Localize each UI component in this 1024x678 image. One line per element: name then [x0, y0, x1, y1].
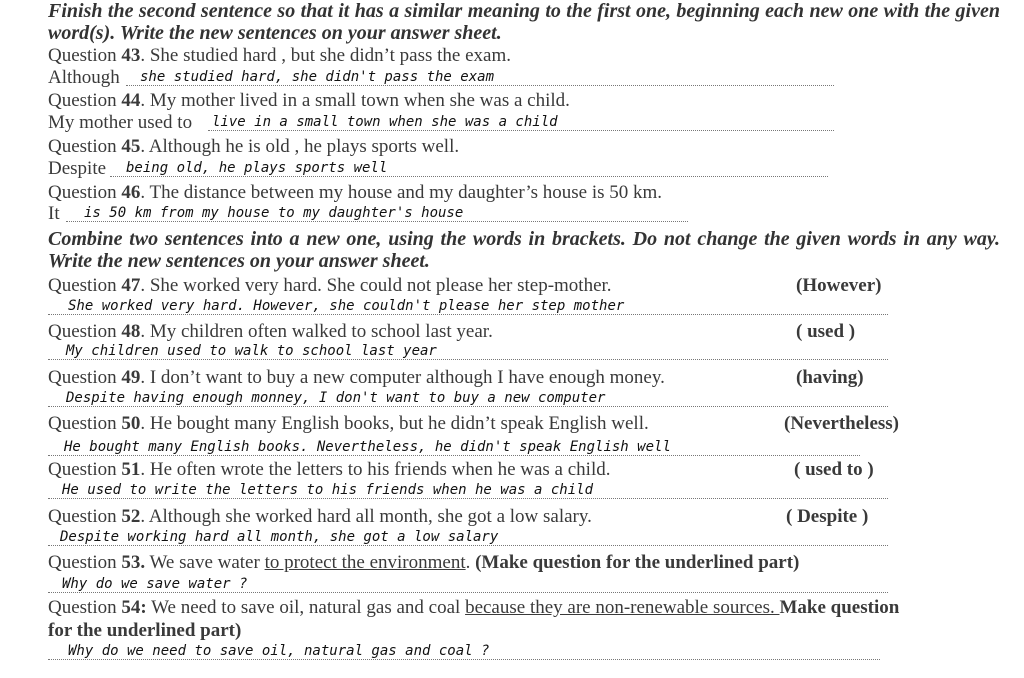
question-51: Question 51. He often wrote the letters to his friends when he was a child.: [48, 459, 611, 480]
handwritten-answer-54: Why do we need to save oil, natural gas and coal ?: [68, 643, 490, 659]
answer-line-46[interactable]: It is 50 km from my house to my daughter's house: [48, 204, 688, 222]
handwritten-answer-51: He used to write the letters to his friends when he was a child: [62, 482, 594, 498]
keyword-used: ( used ): [796, 321, 856, 342]
keyword-however: (However): [796, 275, 882, 296]
answer-line-52[interactable]: [48, 528, 888, 546]
question-49: Question 49. I don’t want to buy a new computer although I have enough money.: [48, 367, 665, 388]
answer-line-49[interactable]: [48, 389, 888, 407]
keyword-used-to: ( used to ): [794, 459, 874, 480]
handwritten-answer-50: He bought many English books. Nevertheless, he didn't speak English well: [64, 439, 671, 455]
handwritten-answer-48: My children used to walk to school last year: [66, 343, 437, 359]
keyword-having: (having): [796, 367, 864, 388]
question-48: Question 48. My children often walked to school last year.: [48, 321, 493, 342]
handwritten-answer-45: being old, he plays sports well: [126, 160, 388, 176]
question-50: Question 50. He bought many English books, but he didn’t speak English well.: [48, 413, 649, 434]
section2-instruction: Combine two sentences into a new one, using the words in brackets. Do not change the given words in any way. Write the new sentences on your answer sheet.: [48, 228, 1000, 272]
handwritten-answer-43: she studied hard, she didn't pass the exam: [140, 69, 495, 85]
section1-instruction: Finish the second sentence so that it has a similar meaning to the first one, beginning each new one with the given word(s). Write the new sentences on your answer sheet.: [48, 0, 1000, 44]
answer-line-44[interactable]: My mother used to live in a small town when she was a child: [48, 113, 834, 131]
answer-line-54[interactable]: [48, 642, 880, 660]
question-54: Question 54: We need to save oil, natural gas and coal because they are non-renewable sources. Make question: [48, 597, 900, 618]
question-44: Question 44. My mother lived in a small town when she was a child.: [48, 90, 570, 111]
question-53: Question 53. We save water to protect the environment. (Make question for the underlined part): [48, 552, 800, 573]
handwritten-answer-53: Why do we save water ?: [62, 576, 248, 592]
underlined-part-54: because they are non-renewable sources.: [465, 597, 780, 618]
question-43: Question 43. She studied hard , but she didn’t pass the exam.: [48, 45, 511, 66]
question-47: Question 47. She worked very hard. She could not please her step-mother.: [48, 275, 612, 296]
answer-line-48[interactable]: [48, 342, 888, 360]
question-52: Question 52. Although she worked hard all month, she got a low salary.: [48, 506, 592, 527]
handwritten-answer-47: She worked very hard. However, she couldn't please her step mother: [68, 298, 625, 314]
question-45: Question 45. Although he is old , he plays sports well.: [48, 136, 460, 157]
handwritten-answer-49: Despite having enough monney, I don't want to buy a new computer: [66, 390, 606, 406]
keyword-despite: ( Despite ): [786, 506, 869, 527]
answer-line-53[interactable]: [48, 575, 888, 593]
answer-line-45[interactable]: Despite being old, he plays sports well: [48, 159, 828, 177]
answer-line-47[interactable]: [48, 297, 888, 315]
keyword-nevertheless: (Nevertheless): [784, 413, 900, 434]
answer-line-50[interactable]: [48, 438, 860, 456]
answer-line-51[interactable]: [48, 481, 888, 499]
handwritten-answer-46: is 50 km from my house to my daughter's house: [84, 205, 464, 221]
handwritten-answer-52: Despite working hard all month, she got a low salary: [60, 529, 499, 545]
question-54-continued: for the underlined part): [48, 620, 242, 641]
question-46: Question 46. The distance between my house and my daughter’s house is 50 km.: [48, 182, 663, 203]
handwritten-answer-44: live in a small town when she was a child: [212, 114, 558, 130]
underlined-part-53: to protect the environment: [264, 552, 466, 573]
answer-line-43[interactable]: Although she studied hard, she didn't pass the exam: [48, 68, 834, 86]
